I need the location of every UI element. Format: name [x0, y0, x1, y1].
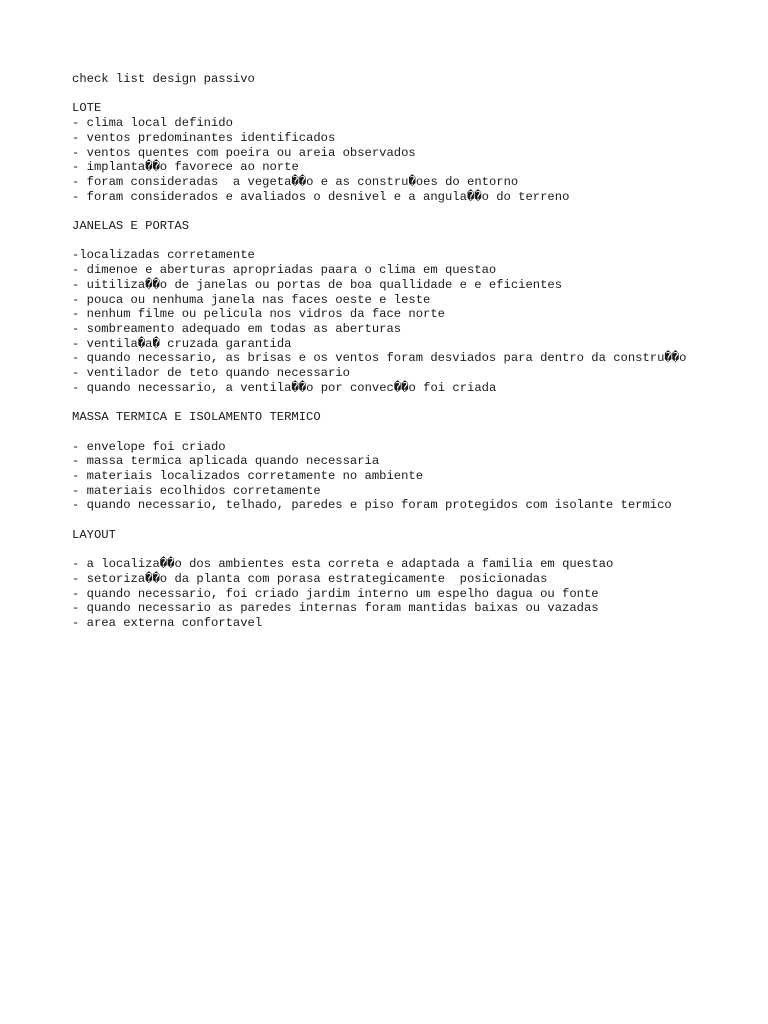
document-title: check list design passivo	[72, 72, 255, 86]
section-heading: MASSA TERMICA E ISOLAMENTO TERMICO	[72, 410, 321, 425]
section-heading: LAYOUT	[72, 527, 116, 542]
checklist-item: - ventos predominantes identificados	[72, 130, 336, 145]
checklist-item: - massa termica aplicada quando necessaria	[72, 454, 380, 469]
blank-line	[72, 204, 732, 219]
checklist-item: - area externa confortavel	[72, 615, 263, 630]
checklist-item: - materiais localizados corretamente no ambiente	[72, 468, 424, 483]
section-janelas-e-portas	[72, 219, 732, 395]
checklist-item: - nenhum filme ou pelicula nos vidros da face norte	[72, 307, 445, 322]
checklist-item: - dimenoe e aberturas apropriadas paara o clima em questao	[72, 263, 497, 278]
checklist-item: - quando necessario as paredes internas foram mantidas baixas ou vazadas	[72, 601, 599, 616]
checklist-item: - pouca ou nenhuma janela nas faces oeste e leste	[72, 292, 431, 307]
blank-line	[72, 395, 732, 410]
checklist-item: - ventos quentes com poeira ou areia observados	[72, 145, 416, 160]
blank-line	[72, 513, 732, 528]
checklist-item: - uitiliza��o de janelas ou portas de boa quallidade e e eficientes	[72, 277, 563, 292]
section-massa-termica	[72, 410, 732, 513]
checklist-item: - envelope foi criado	[72, 439, 226, 454]
document-body	[72, 72, 732, 631]
checklist-item: - quando necessario, telhado, paredes e piso foram protegidos com isolante termico	[72, 498, 672, 513]
blank-line	[72, 425, 732, 440]
blank-line	[72, 234, 732, 249]
checklist-item: - materiais ecolhidos corretamente	[72, 483, 321, 498]
checklist-item: - sombreamento adequado em todas as aberturas	[72, 321, 402, 336]
checklist-item: - foram considerados e avaliados o desnivel e a angula��o do terreno	[72, 189, 570, 204]
section-layout	[72, 528, 732, 631]
checklist-item: - ventilador de teto quando necessario	[72, 366, 350, 381]
checklist-item: - ventila�a� cruzada garantida	[72, 336, 292, 351]
blank-line	[72, 87, 732, 102]
section-heading: LOTE	[72, 101, 102, 116]
checklist-item: - implanta��o favorece ao norte	[72, 160, 299, 175]
checklist-item: -localizadas corretamente	[72, 248, 255, 263]
section-heading: JANELAS E PORTAS	[72, 219, 190, 233]
checklist-item: - foram consideradas a vegeta��o e as constru�oes do entorno	[72, 174, 519, 189]
checklist-item: - clima local definido	[72, 116, 233, 131]
checklist-item: - setoriza��o da planta com porasa estrategicamente posicionadas	[72, 571, 548, 586]
checklist-item: - a localiza��o dos ambientes esta correta e adaptada a familia em questao	[72, 557, 614, 572]
checklist-item: - quando necessario, a ventila��o por convec��o foi criada	[72, 380, 497, 395]
blank-line	[72, 542, 732, 557]
checklist-item: - quando necessario, as brisas e os ventos foram desviados para dentro da constru��o	[72, 351, 687, 366]
checklist-item: - quando necessario, foi criado jardim interno um espelho dagua ou fonte	[72, 586, 599, 601]
section-lote	[72, 101, 732, 204]
